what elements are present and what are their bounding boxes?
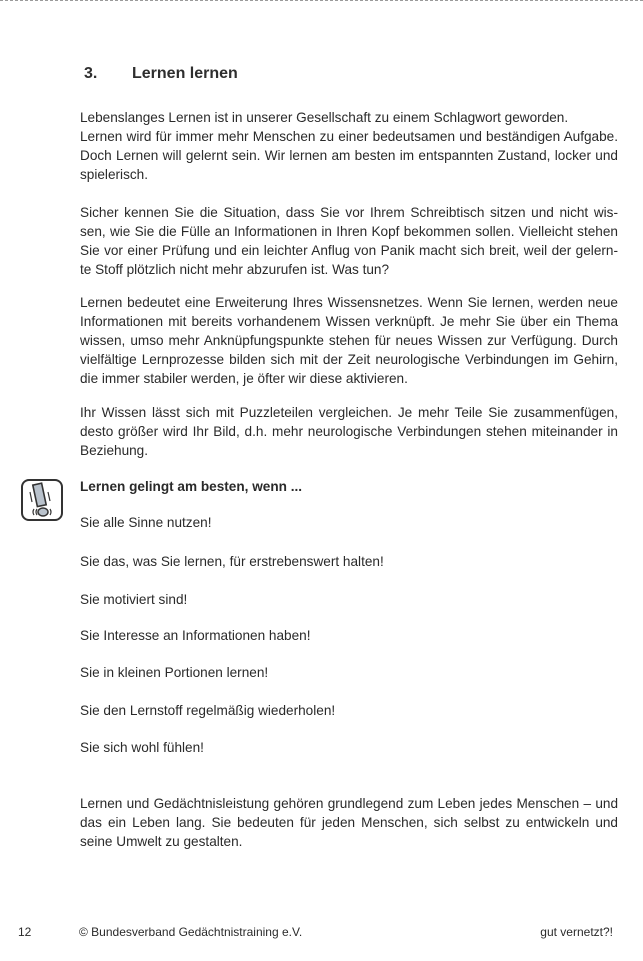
tip-title: Lernen gelingt am besten, wenn ... (80, 479, 303, 494)
tip-item: Sie Interesse an Informationen haben! (80, 628, 311, 643)
text-line: Doch Lernen will gelernt sein. Wir lernen am besten im entspannten Zustand, locker und (80, 148, 618, 163)
page-top-border (0, 0, 643, 1)
section-number: 3. (84, 65, 98, 82)
text-line: Beziehung. (80, 443, 149, 458)
paragraph-situation (80, 203, 618, 279)
text-line: Lernen bedeutet eine Erweiterung Ihres Wissensnetzes. Wenn Sie lernen, werden neue (80, 295, 618, 310)
tip-item: Sie den Lernstoff regelmäßig wiederholen! (80, 703, 336, 718)
footer-book-title: gut vernetzt?! (540, 925, 613, 939)
tip-item: Sie sich wohl fühlen! (80, 740, 204, 755)
text-line: wissen, umso mehr Anknüpfungspunkte stehen für neues Wissen zur Verfügung. Durch (80, 333, 618, 348)
text-line: vielfältige Lernprozesse bilden sich mit der Zeit neurologische Verbindungen im Gehirn, (80, 352, 618, 367)
text-line: Lebenslanges Lernen ist in unserer Gesellschaft zu einem Schlagwort geworden. (80, 110, 569, 125)
text-line: seine Umwelt zu gestalten. (80, 834, 243, 849)
footer-copyright: © Bundesverband Gedächtnistraining e.V. (79, 925, 303, 939)
tip-item: Sie das, was Sie lernen, für erstrebenswert halten! (80, 554, 384, 569)
bell-ringing-icon (20, 478, 64, 522)
text-line: das ein Leben lang. Sie bedeuten für jeden Menschen, sich selbst zu entwickeln und (80, 815, 618, 830)
text-line: spielerisch. (80, 167, 148, 182)
tip-item: Sie in kleinen Portionen lernen! (80, 665, 269, 680)
text-line: Lernen und Gedächtnisleistung gehören grundlegend zum Leben jedes Menschen – und (80, 796, 618, 811)
text-line: Sie vor einer Prüfung und ein leichter Anflug von Panik macht sich breit, weil der gelern- (80, 243, 618, 258)
text-line: die immer stabiler werden, je öfter wir diese aktivieren. (80, 371, 408, 386)
section-title: Lernen lernen (132, 65, 238, 82)
text-line: sen, wie Sie die Fülle an Informationen in Ihren Kopf bekommen sollen. Vielleicht stehen (80, 224, 618, 239)
text-line: desto größer wird Ihr Bild, d.h. mehr neurologische Verbindungen stehen miteinander in (80, 424, 618, 439)
paragraph-closing (80, 794, 618, 851)
page-number: 12 (18, 925, 32, 939)
paragraph-intro (80, 108, 618, 184)
text-line: Informationen mit bereits vorhandenem Wissen verknüpft. Je mehr Sie über ein Thema (80, 314, 618, 329)
text-line: Lernen wird für immer mehr Menschen zu einer bedeutsamen und beständigen Aufgabe. (80, 129, 618, 144)
paragraph-network (80, 293, 618, 388)
text-line: Ihr Wissen lässt sich mit Puzzleteilen vergleichen. Je mehr Teile Sie zusammenfügen, (80, 405, 618, 420)
paragraph-puzzle (80, 403, 618, 460)
text-line: te Stoff plötzlich nicht mehr abzurufen ist. Was tun? (80, 262, 390, 277)
tip-item: Sie alle Sinne nutzen! (80, 515, 212, 530)
tip-item: Sie motiviert sind! (80, 592, 188, 607)
section-heading (84, 65, 238, 83)
text-line: Sicher kennen Sie die Situation, dass Sie vor Ihrem Schreibtisch sitzen und nicht wis- (80, 205, 618, 220)
